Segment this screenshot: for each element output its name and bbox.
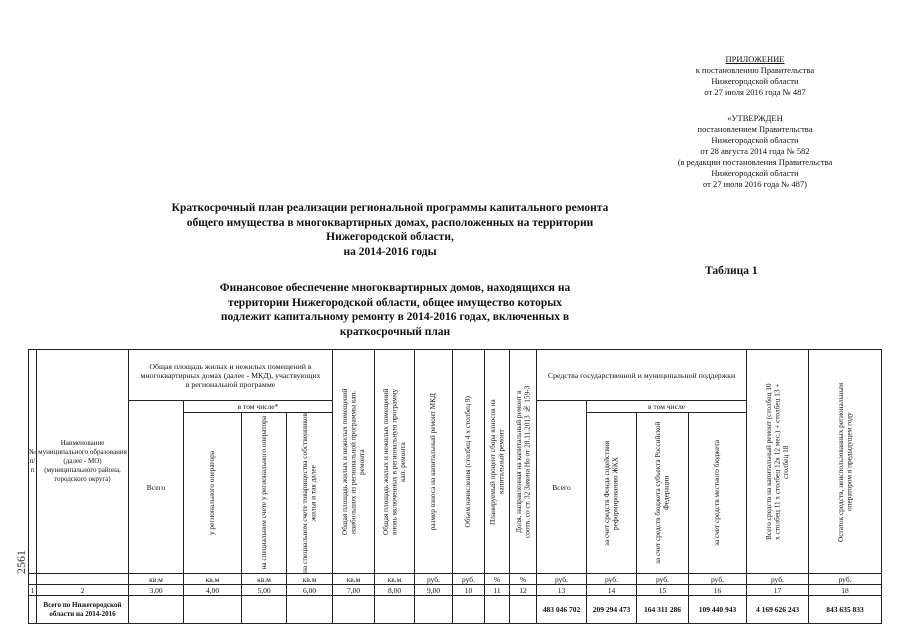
header-area-total: Всего <box>129 401 184 574</box>
unit-cell: руб. <box>415 574 453 585</box>
unit-cell: % <box>485 574 510 585</box>
unit-cell <box>29 574 37 585</box>
col-number-cell: 15 <box>637 585 689 596</box>
approved-line: (в редакции постановления Правительства <box>677 157 833 167</box>
header-planned-pct <box>485 350 510 574</box>
header-no: № п/п <box>29 350 37 574</box>
header-fund <box>587 413 637 574</box>
header-share <box>510 350 537 574</box>
col-number-cell: 17 <box>747 585 809 596</box>
column-numbers-row <box>29 585 882 596</box>
col-number-cell: 14 <box>587 585 637 596</box>
total-cell <box>375 596 415 624</box>
header-charged-text: Объем начисления (столбец 4 х столбец 9) <box>463 395 473 528</box>
appendix-block <box>640 54 870 98</box>
col-number-cell: 16 <box>689 585 747 596</box>
subtitle-line: территории Нижегородской области, общее имущество которых <box>228 296 562 309</box>
subtitle-line: подлежит капитальному ремонту в 2014-2016 годах, включенных в <box>220 311 570 323</box>
subtitle-line: Финансовое обеспечение многоквартирных домов, находящихся на <box>219 282 571 294</box>
subtitle-line: краткосрочный план <box>339 325 451 338</box>
header-regional-budget <box>637 413 689 574</box>
header-row-1 <box>29 350 882 401</box>
total-support-value: 483 046 702 <box>537 596 587 624</box>
total-fund-value: 209 294 473 <box>587 596 637 624</box>
approved-line: постановлением Правительства <box>697 124 813 134</box>
header-regop <box>184 413 242 574</box>
total-cell <box>485 596 510 624</box>
unit-cell: кв.м <box>129 574 184 585</box>
header-area-max-text: Общая площадь жилых и нежилых помещений наибольших из региональной программы кап. ремонта <box>339 388 366 535</box>
financing-table <box>28 349 882 624</box>
unit-cell: руб. <box>689 574 747 585</box>
total-cell <box>184 596 242 624</box>
header-share-text: Доля, направленная на капитальный ремонт в соотв. со ст. 32 Закона Но от 28.11.2013 № 159-З <box>513 385 531 538</box>
total-cell <box>129 596 184 624</box>
title-line: на 2014-2016 годы <box>343 245 437 258</box>
header-regop-text: у регионального оператора <box>207 450 217 536</box>
col-number-cell: 4,00 <box>184 585 242 596</box>
table-label: Таблица 1 <box>705 265 758 277</box>
col-number-cell: 7,00 <box>333 585 375 596</box>
header-regional-budget-text: за счет средств бюджета субъекта Российской Федерации <box>653 421 671 565</box>
total-funds-value: 4 169 626 243 <box>747 596 809 624</box>
header-area-prog <box>375 350 415 574</box>
col-number-cell: 18 <box>809 585 882 596</box>
title-line: Краткосрочный план реализации региональной программы капитального ремонта <box>171 202 609 214</box>
unit-cell: руб. <box>587 574 637 585</box>
unit-cell: руб. <box>809 574 882 585</box>
header-special-regop-text: на специальном счете у регионального оператора <box>258 416 268 570</box>
header-local-budget-text: за счет средств местного бюджета <box>712 440 722 546</box>
approved-line: от 28 августа 2014 года № 582 <box>700 146 810 156</box>
header-total-funds <box>747 350 809 574</box>
unit-cell: кв.м <box>242 574 287 585</box>
header-remainder <box>809 350 882 574</box>
header-special-hoa-text: на специальном счете товарищества собственников жилья и так далее <box>300 413 318 573</box>
header-area-max <box>333 350 375 574</box>
appendix-line: от 27 июля 2016 года № 487 <box>704 87 806 97</box>
header-state-support: Средства государственной и муниципальной поддержки <box>537 350 747 401</box>
title-line: Нижегородской области, <box>326 231 454 243</box>
header-local-budget <box>689 413 747 574</box>
header-area-prog-text: Общая площадь жилых и нежилых помещений вновь включенных в региональную программу кап. ремонта <box>380 388 407 535</box>
approved-line: Нижегородской области <box>711 135 799 145</box>
header-area-group: Общая площадь жилых и нежилых помещений в многоквартирных домах (далее - МКД), участвующих в региональной программе <box>129 350 333 401</box>
col-number-cell: 10 <box>453 585 485 596</box>
total-row <box>29 596 882 624</box>
header-special-hoa <box>287 413 333 574</box>
header-planned-pct-text: Планируемый процент сбора взносов на капитальный ремонт <box>487 398 505 525</box>
unit-cell: руб. <box>537 574 587 585</box>
appendix-line: к постановлению Правительства <box>695 65 815 75</box>
header-support-total: Всего <box>537 401 587 574</box>
header-remainder-text: Остаток средств, неиспользованных региональным оператором в предыдущем году <box>835 381 854 542</box>
unit-cell: руб. <box>747 574 809 585</box>
header-total-funds-text: Всего средств на капитальный ремонт (столбец 10 х столбец 11 х столбец 12к 12 мес.) + столбец 13 + столбец 18 <box>763 383 790 540</box>
header-contrib <box>415 350 453 574</box>
unit-cell: % <box>510 574 537 585</box>
col-number-cell: 3,00 <box>129 585 184 596</box>
appendix-title: ПРИЛОЖЕНИЕ <box>725 54 785 64</box>
unit-cell: кв.м <box>184 574 242 585</box>
total-remainder-value: 843 635 833 <box>809 596 882 624</box>
col-number-cell: 1 <box>29 585 37 596</box>
units-row <box>29 574 882 585</box>
total-cell <box>29 596 37 624</box>
approved-block <box>640 113 870 190</box>
total-regional-budget-value: 164 311 286 <box>637 596 689 624</box>
col-number-cell: 5,00 <box>242 585 287 596</box>
approved-line: Нижегородской области <box>711 168 799 178</box>
document-title <box>120 201 660 259</box>
approved-line: от 27 июля 2016 года № 487) <box>702 179 807 189</box>
unit-cell: кв.м <box>333 574 375 585</box>
header-fund-text: за счет средств Фонда содействия реформированию ЖКХ <box>602 440 620 546</box>
total-local-budget-value: 109 440 943 <box>689 596 747 624</box>
col-number-cell: 12 <box>510 585 537 596</box>
unit-cell: кв.м <box>375 574 415 585</box>
header-support-incl: в том числе <box>587 401 747 413</box>
col-number-cell: 6,00 <box>287 585 333 596</box>
total-cell <box>333 596 375 624</box>
unit-cell: кв.м <box>287 574 333 585</box>
unit-cell: руб. <box>637 574 689 585</box>
col-number-cell: 8,00 <box>375 585 415 596</box>
total-cell <box>415 596 453 624</box>
col-number-cell: 9,00 <box>415 585 453 596</box>
total-cell <box>510 596 537 624</box>
approved-title: «УТВЕРЖДЕН <box>727 113 783 123</box>
title-line: общего имущества в многоквартирных домах, расположенных на территории <box>186 216 594 229</box>
total-cell <box>453 596 485 624</box>
col-number-cell: 2 <box>37 585 129 596</box>
col-number-cell: 11 <box>485 585 510 596</box>
total-cell <box>242 596 287 624</box>
unit-cell <box>37 574 129 585</box>
header-charged <box>453 350 485 574</box>
total-cell <box>287 596 333 624</box>
header-municipality: Наименование муниципального образования (далее - МО) (муниципального района, городского округа) <box>37 350 129 574</box>
unit-cell: руб. <box>453 574 485 585</box>
total-row-label: Всего по Нижегородской области на 2014-2016 <box>37 596 129 624</box>
appendix-line: Нижегородской области <box>711 76 799 86</box>
header-contrib-text: размер взноса на капитальный ремонт МКД <box>428 392 438 531</box>
table-subtitle <box>185 281 605 339</box>
header-special-regop <box>242 413 287 574</box>
col-number-cell: 13 <box>537 585 587 596</box>
header-area-incl: в том числе* <box>184 401 333 413</box>
handwritten-margin-note: 2561 <box>14 550 28 574</box>
